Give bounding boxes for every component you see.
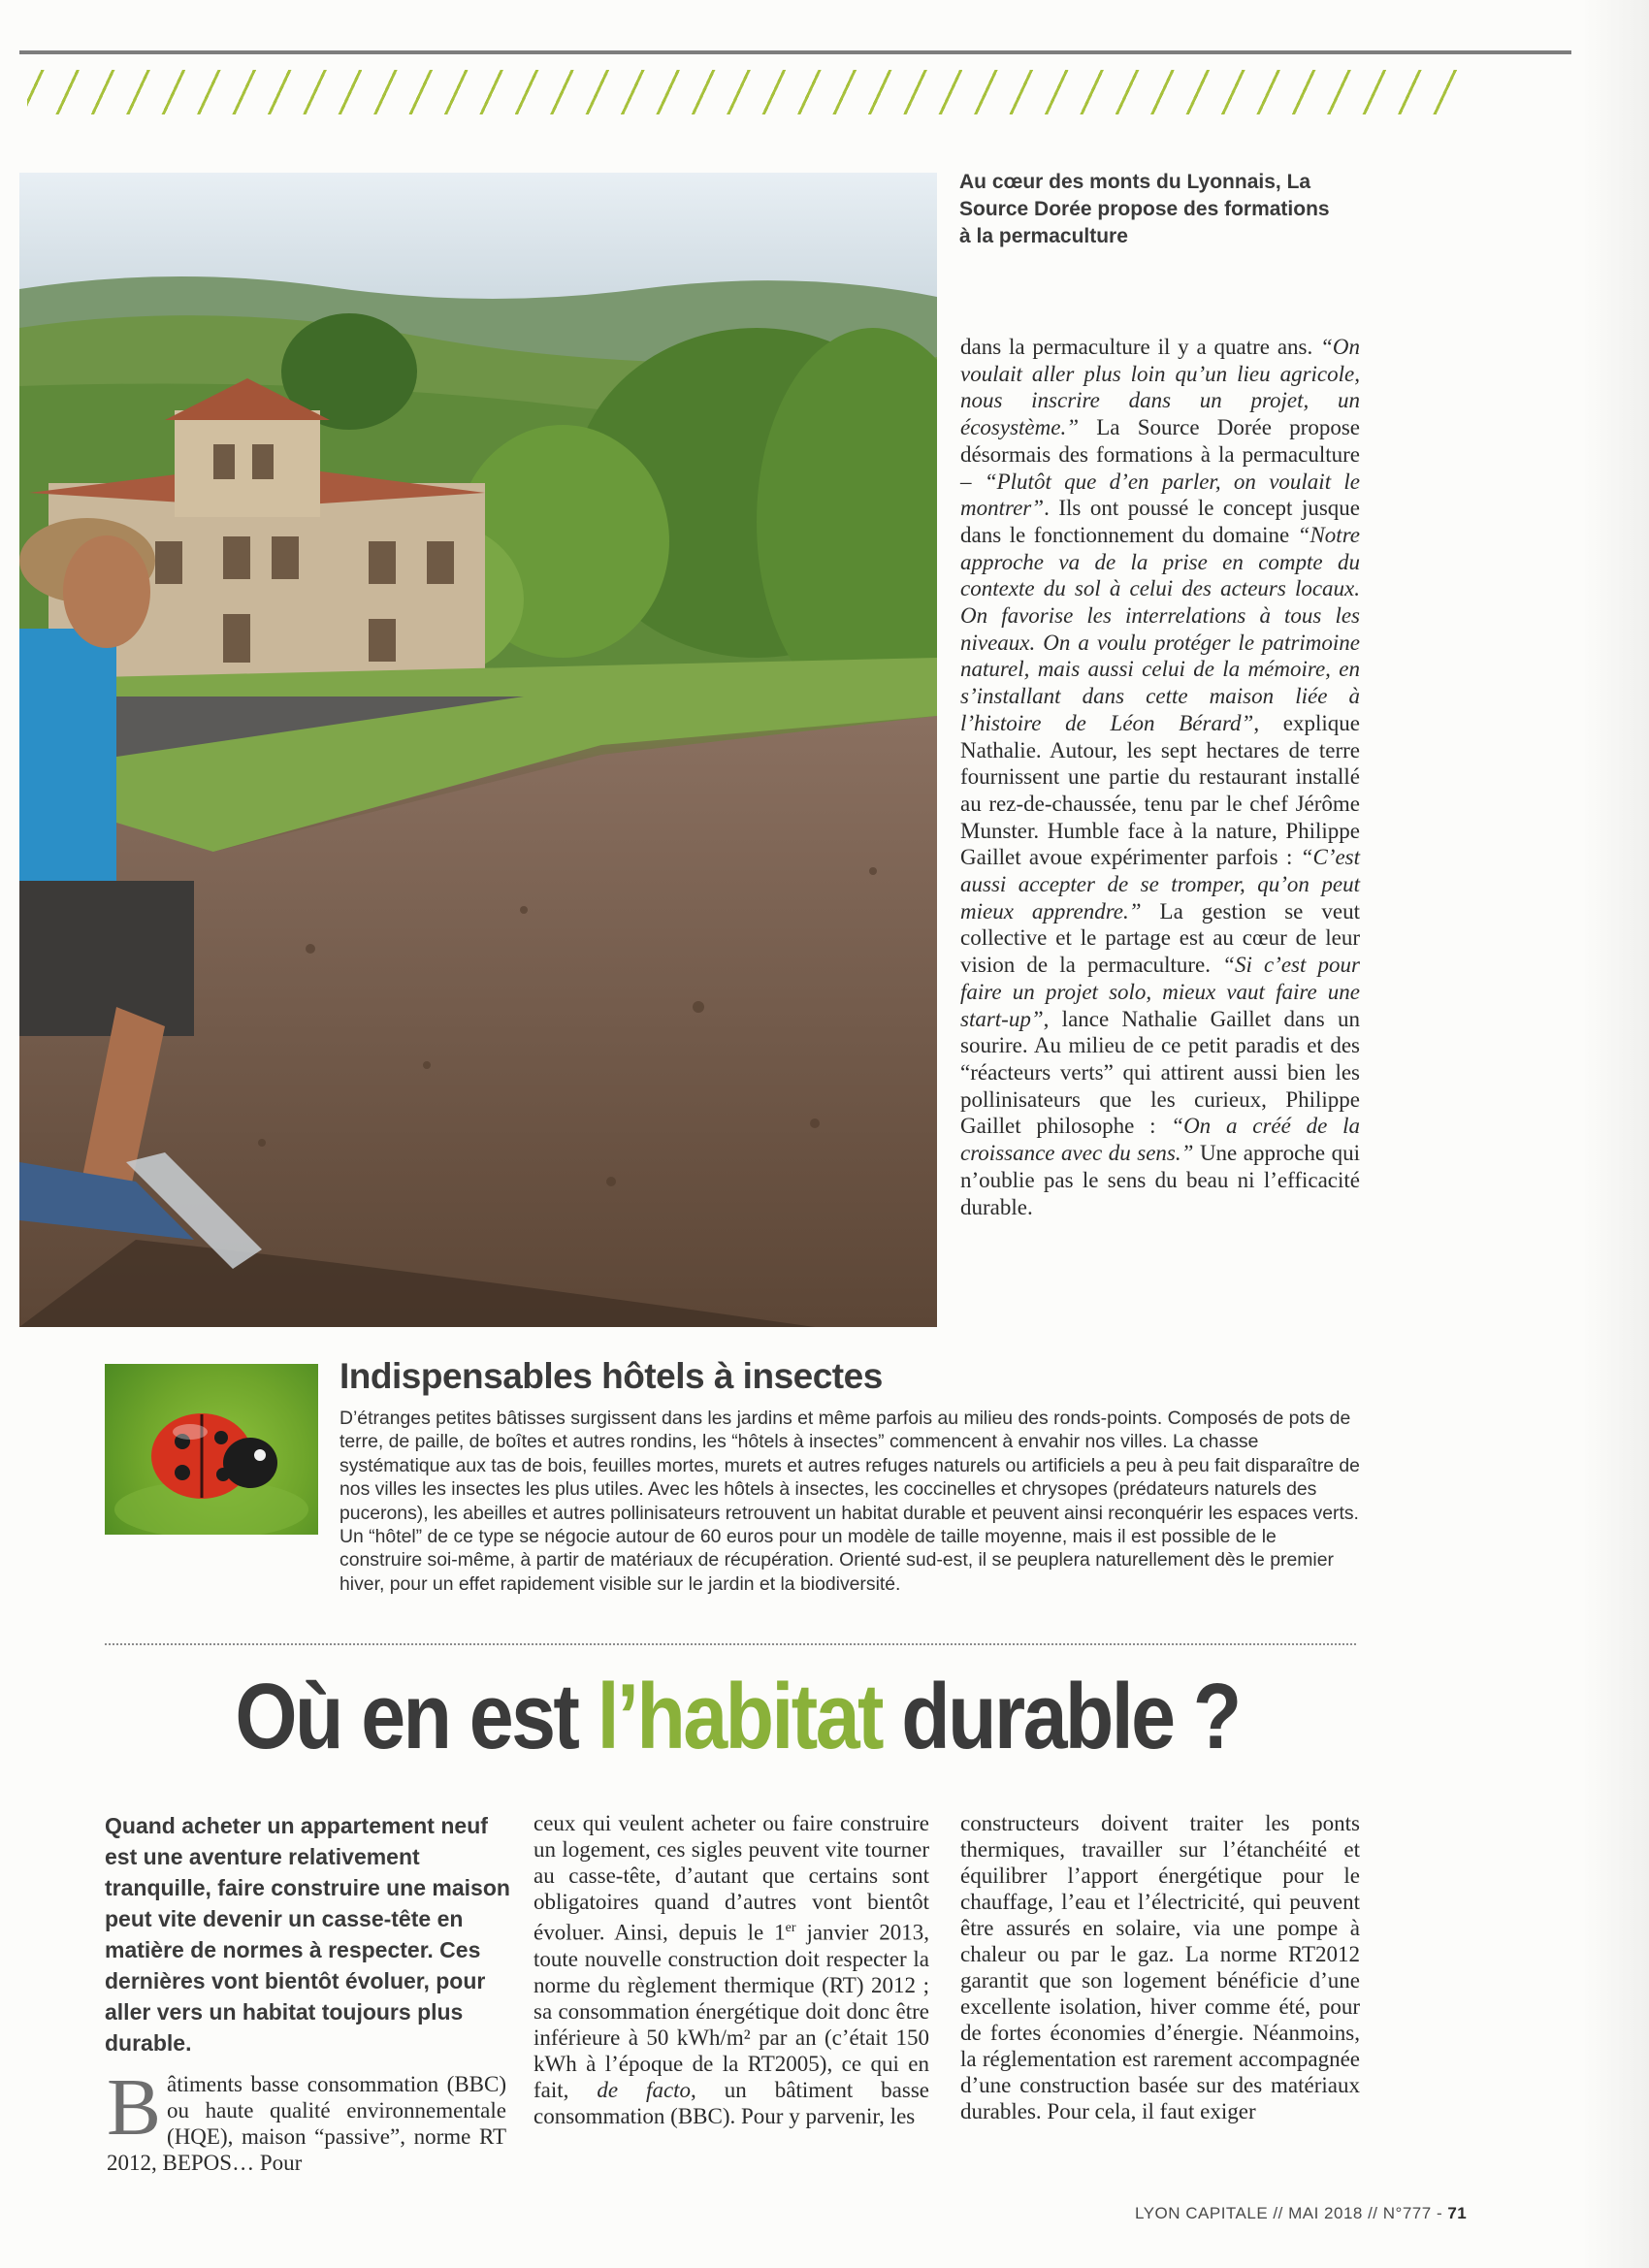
column2-segment: , un bâtiment basse consommation (BBC). Pour y parvenir, les xyxy=(534,2077,929,2128)
footer-issue: N°777 xyxy=(1382,2204,1432,2222)
headline-part-2: durable ? xyxy=(881,1665,1240,1768)
column-3-paragraph: constructeurs doivent traiter les ponts thermiques, travailler sur l’étanchéité et équilibrer l’apport énergétique pour le chauffage, l’eau et l’électricité, qui peuvent être assurés en solaire, via une pompe à chaleur ou par le gaz. La norme RT2012 garantit que son logement bénéficie d’une excellente isolation, hiver comme été, pour de fortes économies d’énergie. Néanmoins, la réglementation est rarement accompagnée d’une construction basée sur des matériaux durables. Pour cela, il faut exiger xyxy=(960,1811,1360,2123)
photo-caption: Au cœur des monts du Lyonnais, La Source Dorée propose des formations à la permaculture xyxy=(959,171,1330,247)
right_column-segment: . Ils ont poussé le concept jusque dans le fonctionnement du domaine xyxy=(960,496,1360,547)
column2-segment: ceux qui veulent acheter ou faire construire un logement, ces sigles peuvent vite tourner au casse-tête, d’autant que certains sont obligatoires quand d’autres vont bientôt évoluer. Ainsi, depuis le 1 xyxy=(534,1811,929,1945)
column-2-paragraph xyxy=(534,1810,929,2129)
footer-date: MAI 2018 xyxy=(1288,2204,1363,2222)
farm-photo-drawing xyxy=(19,173,937,1327)
right_column-segment: , lance Nathalie Gaillet dans un sourire. Au milieu de ce petit paradis et des “réacteurs verts” qui attirent aussi bien les pollinisateurs que les curieux, Philippe Gaillet philosophe : xyxy=(960,1006,1360,1139)
right_column-segment: Une approche qui n’oublie pas le sens du beau ni l’efficacité durable. xyxy=(960,1141,1361,1219)
page-footer xyxy=(1135,2204,1484,2223)
footer-separator: // xyxy=(1362,2204,1383,2222)
right_column-segment: “Notre approche va de la prise en compte du contexte du sol à celui des acteurs locaux. On favorise les interrelations à tous les niveaux. On a voulu protéger le patrimoine naturel, mais aussi celui de la mémoire, en s’installant dans cette maison liée à l’histoire de Léon Bérard” xyxy=(960,522,1360,735)
headline-highlight: l’habitat xyxy=(597,1665,882,1768)
footer-separator: // xyxy=(1268,2204,1289,2222)
right_column-segment: “On voulait aller plus loin qu’un lieu agricole, nous inscrire dans un projet, un écosystème.” xyxy=(960,335,1360,440)
article-lead: Quand acheter un appartement neuf est une aventure relativement tranquille, faire construire une maison peut vite devenir un casse-tête en matière de normes à respecter. Ces dernières vont bientôt évoluer, pour aller vers un habitat toujours plus durable. xyxy=(105,1813,510,2056)
column2-segment: janvier 2013, toute nouvelle construction doit respecter la norme du règlement thermique (RT) 2012 ; sa consommation énergétique doit donc être inférieure à 50 kWh/m² par an (c’était 150 kWh à l’époque de la RT2005), ce qui en fait, xyxy=(534,1920,929,2102)
article-column-1 xyxy=(107,2062,506,2176)
right_column-segment: La Source Dorée propose désormais des formations à la permaculture – xyxy=(960,415,1360,494)
top-rule xyxy=(19,50,1571,54)
insect-box-title: Indispensables hôtels à insectes xyxy=(340,1356,883,1396)
column2-segment: de facto xyxy=(597,2077,692,2102)
scan-edge-shadow xyxy=(1581,0,1649,2268)
right_column-segment: La gestion se veut collective et le partage est au cœur de leur vision de la permaculture. xyxy=(960,898,1360,978)
insect-box-text: D’étranges petites bâtisses surgissent dans les jardins et même parfois au milieu des ronds-points. Composés de pots de terre, de paille, de boîtes et autres rondins, les “hôtels à insectes” commencent à envahir nos villes. La chasse systématique aux tas de bois, feuilles mortes, murets et autres refuges naturels ou artificiels a peu à peu fait disparaître de nos villes les insectes les plus utiles. Avec les hôtels à insectes, les coccinelles et chrysopes (prédateurs naturels des pucerons), les abeilles et autres pollinisateurs retrouvent un habitat durable et peuvent ainsi reconquérir les espaces verts. Un “hôtel” de ce type se négocie autour de 60 euros pour un modèle de taille moyenne, mais il est possible de le construire soi-même, à partir de matériaux de récupération. Orienté sud-est, il se peuplera naturellement dès le premier hiver, pour un effet rapidement visible sur le jardin et la biodiversité. xyxy=(340,1408,1360,1595)
decorative-hatch-band xyxy=(27,70,1465,114)
article-right-column xyxy=(960,334,1360,1220)
footer-dash: - xyxy=(1431,2204,1448,2222)
dropcap-letter: B xyxy=(107,2062,162,2153)
ladybug-icon xyxy=(105,1364,318,1535)
column2-segment: er xyxy=(785,1921,796,1935)
headline-part-1: Où en est xyxy=(235,1665,598,1768)
article-headline xyxy=(103,1661,1371,1773)
page-number: 71 xyxy=(1447,2204,1468,2222)
right_column-segment: “Si c’est pour faire un projet solo, mieux vaut faire une start-up” xyxy=(960,953,1360,1031)
footer-publication: LYON CAPITALE xyxy=(1135,2204,1269,2222)
article-column-3 xyxy=(960,1810,1360,2124)
section-divider xyxy=(105,1643,1356,1645)
column-1-paragraph xyxy=(107,2062,506,2176)
right_column-segment: dans la permaculture il y a quatre ans. xyxy=(960,335,1321,359)
right_column-segment: “On a créé de la croissance avec du sens.” xyxy=(960,1114,1361,1166)
right_column-segment: “C’est aussi accepter de se tromper, qu’on peut mieux apprendre.” xyxy=(960,845,1360,923)
article-column-2 xyxy=(534,1810,929,2129)
photo-permaculture-farm xyxy=(19,173,937,1327)
right_column-segment: “Plutôt que d’en parler, on voulait le montrer” xyxy=(960,469,1361,521)
right-column-paragraph xyxy=(960,334,1360,1220)
right_column-segment: , explique Nathalie. Autour, les sept hectares de terre fournissent une partie du restaurant installé au rez-de-chaussée, tenu par le chef Jérôme Munster. Humble face à la nature, Philippe Gaillet avoue expérimenter parfois : xyxy=(960,710,1360,870)
column-1-text: âtiments basse consommation (BBC) ou haute qualité environnementale (HQE), maison “passive”, norme RT 2012, BEPOS… Pour xyxy=(107,2072,506,2175)
ladybug-photo xyxy=(105,1364,318,1535)
